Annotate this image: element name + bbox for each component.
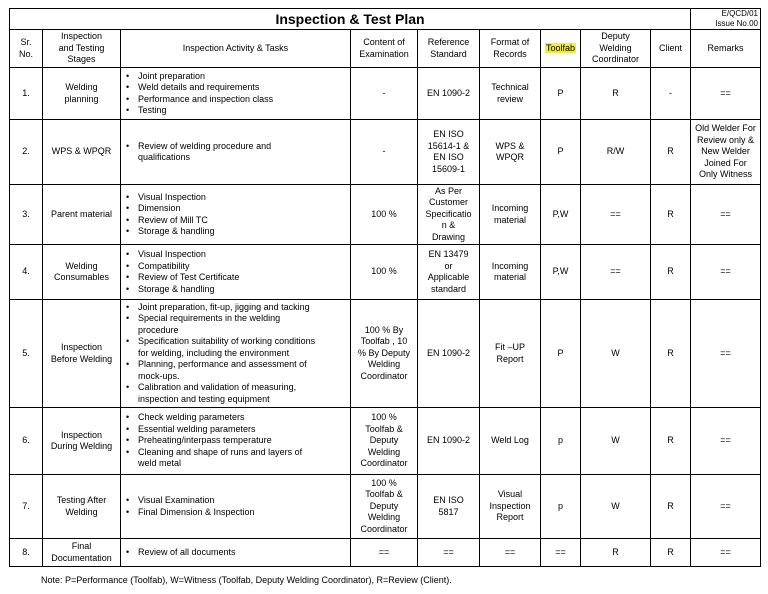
activity-cell bbox=[121, 68, 351, 120]
reference-cell: EN 1090-2 bbox=[418, 300, 480, 408]
activity-list bbox=[125, 141, 347, 164]
client-cell: R bbox=[651, 185, 691, 245]
activity-item: • Weld details and requirements bbox=[138, 82, 347, 94]
activity-item: • Cleaning and shape of runs and layers of weld metal bbox=[138, 447, 347, 470]
remarks-cell: == bbox=[691, 245, 761, 300]
toolfab-cell: P bbox=[541, 300, 581, 408]
legend-note: Note: P=Performance (Toolfab), W=Witness (Toolfab, Deputy Welding Coordinator), R=Review (Client). bbox=[41, 575, 452, 585]
activity-item: • Preheating/interpass temperature bbox=[138, 435, 347, 447]
toolfab-cell: == bbox=[541, 539, 581, 567]
remarks-cell: == bbox=[691, 68, 761, 120]
activity-item: • Essential welding parameters bbox=[138, 424, 347, 436]
format-cell: Incoming material bbox=[480, 245, 541, 300]
activity-cell bbox=[121, 408, 351, 475]
toolfab-cell: P,W bbox=[541, 245, 581, 300]
remarks-cell: == bbox=[691, 408, 761, 475]
table-row bbox=[10, 539, 761, 567]
table-row bbox=[10, 475, 761, 539]
activity-cell bbox=[121, 539, 351, 567]
client-cell: R bbox=[651, 539, 691, 567]
format-cell: Visual Inspection Report bbox=[480, 475, 541, 539]
client-cell: R bbox=[651, 120, 691, 185]
activity-cell bbox=[121, 300, 351, 408]
activity-item: • Planning, performance and assessment of mock-ups. bbox=[138, 359, 347, 382]
activity-item: • Visual Examination bbox=[138, 495, 347, 507]
activity-item: • Testing bbox=[138, 105, 347, 117]
activity-item: • Performance and inspection class bbox=[138, 94, 347, 106]
reference-cell: EN 13479 or Applicable standard bbox=[418, 245, 480, 300]
toolfab-cell: p bbox=[541, 408, 581, 475]
col-header-toolfab bbox=[541, 30, 581, 68]
dwc-cell: W bbox=[581, 300, 651, 408]
table-row bbox=[10, 408, 761, 475]
col-header-dwc: Deputy Welding Coordinator bbox=[581, 30, 651, 68]
col-header-format: Format of Records bbox=[480, 30, 541, 68]
client-cell: - bbox=[651, 68, 691, 120]
toolfab-highlight: Toolfab bbox=[545, 42, 576, 53]
stage-cell: Inspection Before Welding bbox=[43, 300, 121, 408]
toolfab-cell: P bbox=[541, 68, 581, 120]
stage-cell: Welding Consumables bbox=[43, 245, 121, 300]
dwc-cell: R bbox=[581, 68, 651, 120]
remarks-cell: == bbox=[691, 300, 761, 408]
activity-item: • Special requirements in the welding procedure bbox=[138, 313, 347, 336]
stage-cell: Inspection During Welding bbox=[43, 408, 121, 475]
activity-item: • Storage & handling bbox=[138, 226, 347, 238]
itp-table bbox=[9, 8, 761, 567]
activity-item: • Dimension bbox=[138, 203, 347, 215]
col-header-remarks: Remarks bbox=[691, 30, 761, 68]
format-cell: Weld Log bbox=[480, 408, 541, 475]
activity-item: • Compatibility bbox=[138, 261, 347, 273]
stage-cell: Welding planning bbox=[43, 68, 121, 120]
table-body bbox=[10, 68, 761, 567]
document-reference bbox=[691, 9, 761, 30]
reference-cell: EN ISO 5817 bbox=[418, 475, 480, 539]
content-cell: 100 % bbox=[351, 185, 418, 245]
sr-no-cell: 8. bbox=[10, 539, 43, 567]
activity-item: • Review of Test Certificate bbox=[138, 272, 347, 284]
sr-no-cell: 7. bbox=[10, 475, 43, 539]
remarks-cell: == bbox=[691, 539, 761, 567]
toolfab-cell: P,W bbox=[541, 185, 581, 245]
activity-item: • Joint preparation bbox=[138, 71, 347, 83]
doc-number: E/QCD/01 bbox=[721, 9, 759, 18]
format-cell: Fit –UP Report bbox=[480, 300, 541, 408]
col-header-stage: Inspection and Testing Stages bbox=[43, 30, 121, 68]
col-header-sr-no: Sr. No. bbox=[10, 30, 43, 68]
format-cell: Technical review bbox=[480, 68, 541, 120]
table-row bbox=[10, 245, 761, 300]
stage-cell: Final Documentation bbox=[43, 539, 121, 567]
dwc-cell: == bbox=[581, 185, 651, 245]
dwc-cell: == bbox=[581, 245, 651, 300]
reference-cell: EN 1090-2 bbox=[418, 408, 480, 475]
activity-item: • Review of Mill TC bbox=[138, 215, 347, 227]
client-cell: R bbox=[651, 408, 691, 475]
content-cell: - bbox=[351, 68, 418, 120]
client-cell: R bbox=[651, 245, 691, 300]
activity-item: • Review of welding procedure and qualifications bbox=[138, 141, 347, 164]
remarks-cell: Old Welder For Review only & New Welder Joined For Only Witness bbox=[691, 120, 761, 185]
content-cell: - bbox=[351, 120, 418, 185]
toolfab-cell: P bbox=[541, 120, 581, 185]
reference-cell: As Per Customer Specificatio n & Drawing bbox=[418, 185, 480, 245]
table-row bbox=[10, 68, 761, 120]
dwc-cell: W bbox=[581, 475, 651, 539]
column-header-row bbox=[10, 30, 761, 68]
activity-item: • Visual Inspection bbox=[138, 249, 347, 261]
format-cell: == bbox=[480, 539, 541, 567]
activity-list bbox=[125, 495, 347, 518]
dwc-cell: W bbox=[581, 408, 651, 475]
reference-cell: EN ISO 15614-1 & EN ISO 15609-1 bbox=[418, 120, 480, 185]
activity-item: • Check welding parameters bbox=[138, 412, 347, 424]
sr-no-cell: 4. bbox=[10, 245, 43, 300]
table-row bbox=[10, 120, 761, 185]
sr-no-cell: 2. bbox=[10, 120, 43, 185]
activity-item: • Visual Inspection bbox=[138, 192, 347, 204]
col-header-content: Content of Examination bbox=[351, 30, 418, 68]
activity-item: • Specification suitability of working conditions for welding, including the environment bbox=[138, 336, 347, 359]
document-title: Inspection & Test Plan bbox=[10, 9, 691, 30]
content-cell: 100 % By Toolfab , 10 % By Deputy Welding Coordinator bbox=[351, 300, 418, 408]
sr-no-cell: 3. bbox=[10, 185, 43, 245]
stage-cell: Testing After Welding bbox=[43, 475, 121, 539]
table-row bbox=[10, 185, 761, 245]
activity-list bbox=[125, 547, 347, 559]
activity-list bbox=[125, 192, 347, 238]
stage-cell: Parent material bbox=[43, 185, 121, 245]
toolfab-cell: p bbox=[541, 475, 581, 539]
dwc-cell: R/W bbox=[581, 120, 651, 185]
format-cell: WPS & WPQR bbox=[480, 120, 541, 185]
content-cell: 100 % bbox=[351, 245, 418, 300]
remarks-cell: == bbox=[691, 185, 761, 245]
sr-no-cell: 6. bbox=[10, 408, 43, 475]
activity-list bbox=[125, 71, 347, 117]
activity-list bbox=[125, 302, 347, 406]
client-cell: R bbox=[651, 300, 691, 408]
col-header-reference: Reference Standard bbox=[418, 30, 480, 68]
activity-cell bbox=[121, 185, 351, 245]
dwc-cell: R bbox=[581, 539, 651, 567]
table-row bbox=[10, 300, 761, 408]
content-cell: == bbox=[351, 539, 418, 567]
activity-item: • Storage & handling bbox=[138, 284, 347, 296]
client-cell: R bbox=[651, 475, 691, 539]
activity-cell bbox=[121, 245, 351, 300]
activity-list bbox=[125, 249, 347, 295]
activity-list bbox=[125, 412, 347, 470]
activity-cell bbox=[121, 120, 351, 185]
col-header-activity: Inspection Activity & Tasks bbox=[121, 30, 351, 68]
activity-item: • Joint preparation, fit-up, jigging and tacking bbox=[138, 302, 347, 314]
content-cell: 100 % Toolfab & Deputy Welding Coordinator bbox=[351, 408, 418, 475]
content-cell: 100 % Toolfab & Deputy Welding Coordinator bbox=[351, 475, 418, 539]
activity-item: • Final Dimension & Inspection bbox=[138, 507, 347, 519]
remarks-cell: == bbox=[691, 475, 761, 539]
activity-item: • Calibration and validation of measuring, inspection and testing equipment bbox=[138, 382, 347, 405]
sr-no-cell: 5. bbox=[10, 300, 43, 408]
col-header-client: Client bbox=[651, 30, 691, 68]
sr-no-cell: 1. bbox=[10, 68, 43, 120]
reference-cell: == bbox=[418, 539, 480, 567]
issue-number: Issue No.00 bbox=[715, 19, 759, 28]
activity-cell bbox=[121, 475, 351, 539]
stage-cell: WPS & WPQR bbox=[43, 120, 121, 185]
activity-item: • Review of all documents bbox=[138, 547, 347, 559]
format-cell: Incoming material bbox=[480, 185, 541, 245]
reference-cell: EN 1090-2 bbox=[418, 68, 480, 120]
